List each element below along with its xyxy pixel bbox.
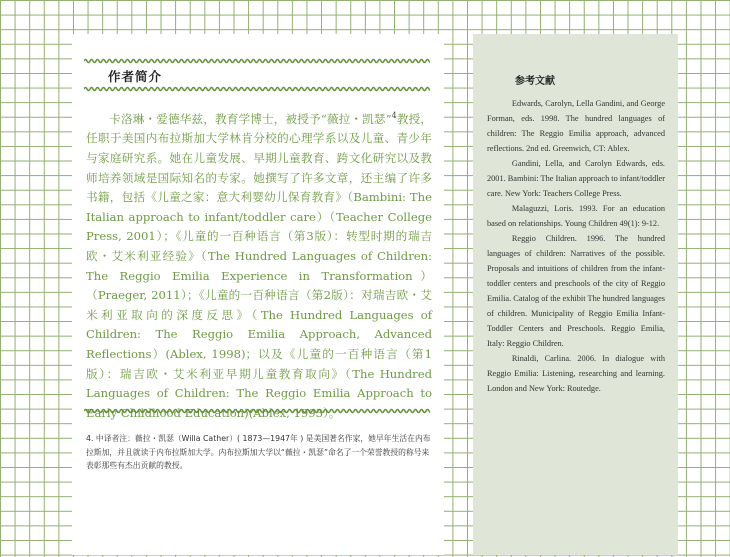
bottom-wavy-divider	[84, 408, 430, 414]
translator-footnote: 4. 中译者注：薇拉・凯瑟（Willa Cather）( 1873—1947年 ) 是美国著名作家，她早年生活在内布拉斯加，并且就读于内布拉斯加大学。内布拉斯加大学以“薇拉・凯瑟”命名了一个荣誉教授的称号来表彰那些有杰出贡献的教授。	[86, 434, 431, 470]
left-page	[72, 34, 444, 555]
reference-item: Reggio Children. 1996. The hundred languages of children: Narratives of the possible. Proposals and intuitions of children from the infant-toddler centers and preschools of the city of Reggio Emilia. Catalog of the exhibit The hundred languages of children. Municipality of Reggio Emilia Infant-Toddler Centers and Preschools. Reggio Emilia, Italy: Reggio Children.	[487, 234, 665, 348]
footnote-ref: 4	[391, 111, 397, 120]
wavy-line-top	[84, 58, 430, 64]
right-page	[473, 34, 678, 555]
reference-item: Gandini, Lella, and Carolyn Edwards, eds. 2001. Bambini: The Italian approach to infant/toddler care. New York: Teachers College Press.	[487, 159, 665, 198]
author-bio-rest: 教授，任职于美国内布拉斯加大学林肯分校的心理学系以及儿童、青少年与家庭研究系。她在儿童发展、早期儿童教育、跨文化研究以及教师培养领域是国际知名的专家。她撰写了许多文章，还主编了许多书籍，包括《儿童之家：意大利婴幼儿保育教育》（Bambini: The Italian approach to infant/toddler care）（Teacher College Press, 2001）；《儿童的一百种语言（第3版）：转型时期的瑞吉欧・艾米利亚经验》（The Hundred Languages of Children: The Reggio Emilia Experience in Transformation）（Praeger, 2011）；《儿童的一百种语言（第2版）：对瑞吉欧・艾米利亚取向的深度反思》（The Hundred Languages of Children: The Reggio Emilia Approach, Advanced Reflections）(Ablex, 1998)；以及《儿童的一百种语言（第1版）：瑞吉欧・艾米利亚早期儿童教育取向》（The Hundred Languages of Children: The Reggio Emilia Approach to Early Childhood Education)(Ablex, 1993）。	[86, 111, 432, 420]
wavy-line-mid	[84, 86, 430, 92]
references-heading: 参考文献	[515, 76, 555, 87]
author-heading: 作者简介	[108, 69, 163, 84]
references-list	[487, 96, 665, 396]
wavy-line-bottom	[84, 408, 430, 414]
heading-wavy-divider	[84, 86, 430, 92]
reference-item: Rinaldi, Carlina. 2006. In dialogue with Reggio Emilia: Listening, researching and learning. London and New York: Routedge.	[487, 354, 665, 393]
author-bio-lead: 卡洛琳・爱德华兹，教育学博士，被授予“薇拉・凯瑟”	[109, 111, 392, 126]
author-bio	[86, 106, 432, 423]
reference-item: Edwards, Carolyn, Lella Gandini, and George Forman, eds. 1998. The hundred languages of children: The Reggio Emilia approach, advanced reflections. 2nd ed. Greenwich, CT: Ablex.	[487, 99, 665, 153]
reference-item: Malaguzzi, Loris. 1993. For an education based on relationships. Young Children 49(1): 9-12.	[487, 204, 665, 228]
top-wavy-divider	[84, 58, 430, 64]
